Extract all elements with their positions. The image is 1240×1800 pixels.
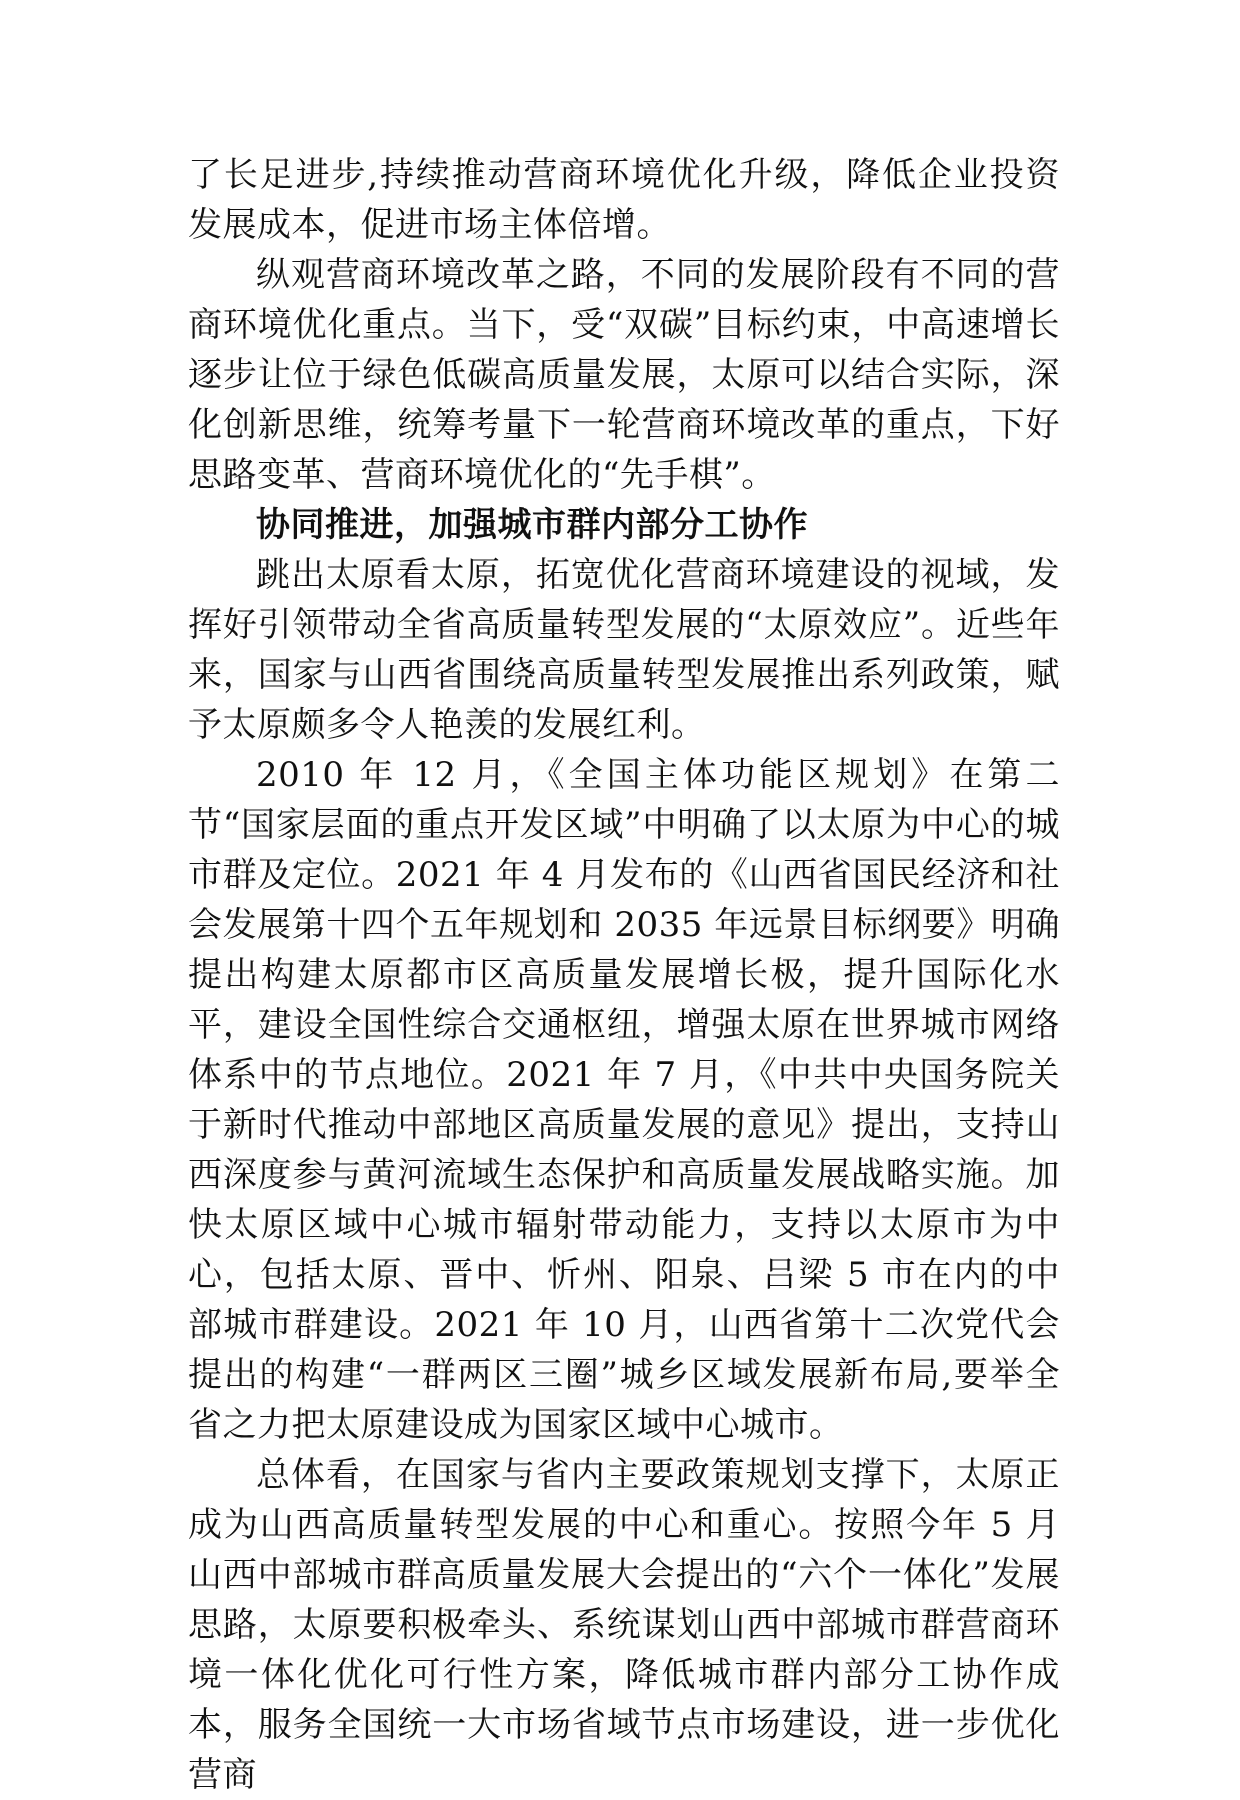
section-heading: 协同推进，加强城市群内部分工协作 [256,505,808,545]
paragraph: 跳出太原看太原，拓宽优化营商环境建设的视域，发挥好引领带动全省高质量转型发展的“太原效应”。近些年来，国家与山西省围绕高质量转型发展推出系列政策，赋予太原颇多令人艳羡的发展红利。 [188,555,1060,745]
paragraph: 总体看，在国家与省内主要政策规划支撑下，太原正成为山西高质量转型发展的中心和重心。按照今年 5 月山西中部城市群高质量发展大会提出的“六个一体化”发展思路，太原要积极牵头、系统谋划山西中部城市群营商环境一体化优化可行性方案，降低城市群内部分工协作成本，服务全国统一大市场省域节点市场建设，进一步优化营商 [188,1455,1060,1795]
paragraph: 2010 年 12 月，《全国主体功能区规划》在第二节“国家层面的重点开发区域”中明确了以太原为中心的城市群及定位。2021 年 4 月发布的《山西省国民经济和社会发展第十四个五年规划和 2035 年远景目标纲要》明确提出构建太原都市区高质量发展增长极，提升国际化水平，建设全国性综合交通枢纽，增强太原在世界城市网络体系中的节点地位。2021 年 7 月，《中共中央国务院关于新时代推动中部地区高质量发展的意见》提出，支持山西深度参与黄河流域生态保护和高质量发展战略实施。加快太原区域中心城市辐射带动能力，支持以太原市为中心，包括太原、晋中、忻州、阳泉、吕梁 5 市在内的中部城市群建设。2021 年 10 月，山西省第十二次党代会提出的构建“一群两区三圈”城乡区域发展新布局,要举全省之力把太原建设成为国家区域中心城市。 [188,755,1060,1445]
paragraph-continuation: 了长足进步,持续推动营商环境优化升级，降低企业投资发展成本，促进市场主体倍增。 [188,155,1060,245]
paragraph: 纵观营商环境改革之路，不同的发展阶段有不同的营商环境优化重点。当下，受“双碳”目标约束，中高速增长逐步让位于绿色低碳高质量发展，太原可以结合实际，深化创新思维，统筹考量下一轮营商环境改革的重点，下好思路变革、营商环境优化的“先手棋”。 [188,255,1060,495]
document-body [188,150,1060,1800]
